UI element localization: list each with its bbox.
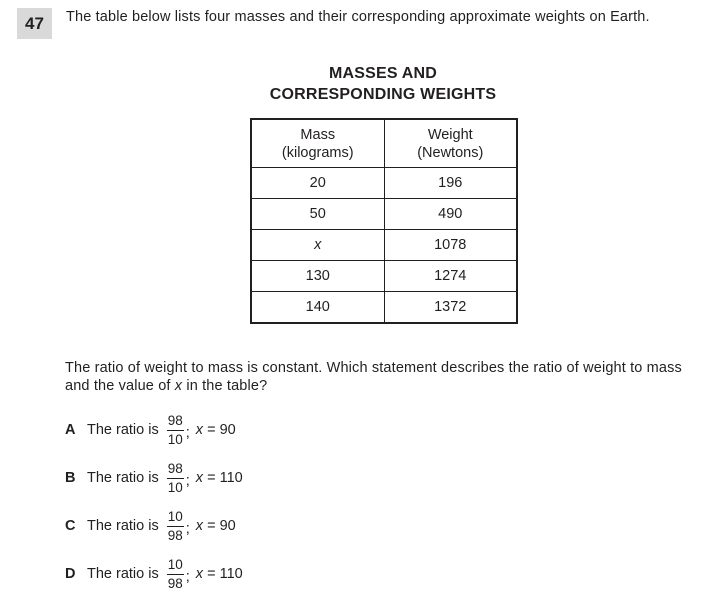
choice-b[interactable] — [65, 458, 243, 498]
fraction-denominator: 98 — [167, 575, 183, 591]
choice-text: The ratio is — [87, 422, 159, 438]
prompt-text-end: in the table? — [182, 378, 268, 394]
choice-value: = 110 — [207, 566, 243, 582]
mass-weight-table — [250, 118, 518, 324]
question-number: 47 — [17, 8, 52, 39]
choice-text: The ratio is — [87, 566, 159, 582]
mass-header-unit: (kilograms) — [281, 144, 354, 161]
fraction-numerator: 98 — [167, 413, 184, 431]
table-title-line1: MASSES AND — [328, 65, 438, 82]
choice-variable: x — [195, 518, 204, 534]
weight-header-unit: (Newtons) — [417, 144, 484, 161]
choice-a[interactable] — [65, 410, 236, 450]
fraction-numerator: 98 — [167, 461, 184, 479]
choice-d[interactable] — [65, 554, 243, 594]
mass-cell-unknown: x — [251, 230, 384, 261]
prompt-text-start: The ratio of weight to mass is constant. Which statement describes the ratio of weight to mass and the value of — [65, 360, 682, 394]
fraction-denominator: 10 — [167, 479, 183, 495]
table-row — [251, 199, 517, 230]
choice-value: = 110 — [207, 470, 243, 486]
weight-cell: 1372 — [384, 292, 517, 324]
table-row — [251, 230, 517, 261]
mass-cell: 50 — [251, 199, 384, 230]
choice-variable: x — [195, 422, 204, 438]
choice-letter: C — [65, 518, 76, 534]
table-header-row — [251, 119, 517, 168]
choice-value: = 90 — [207, 518, 236, 534]
mass-cell: 140 — [251, 292, 384, 324]
choice-value: = 90 — [207, 422, 236, 438]
choice-separator: ; — [185, 425, 190, 441]
question-prompt — [65, 359, 699, 395]
mass-header-label: Mass — [300, 126, 336, 143]
fraction-numerator: 10 — [167, 557, 184, 575]
choice-letter: B — [65, 470, 76, 486]
fraction-denominator: 98 — [167, 527, 183, 543]
ratio-fraction — [167, 461, 184, 496]
weight-cell: 1078 — [384, 230, 517, 261]
mass-cell: 130 — [251, 261, 384, 292]
table-row — [251, 292, 517, 324]
table-row — [251, 168, 517, 199]
fraction-denominator: 10 — [167, 431, 183, 447]
choice-text: The ratio is — [87, 518, 159, 534]
choice-letter: D — [65, 566, 76, 582]
table-title-line2: CORRESPONDING WEIGHTS — [269, 86, 497, 103]
fraction-numerator: 10 — [167, 509, 184, 527]
weight-cell: 490 — [384, 199, 517, 230]
prompt-variable: x — [174, 378, 183, 394]
ratio-fraction — [167, 413, 184, 448]
weight-cell: 196 — [384, 168, 517, 199]
mass-cell: 20 — [251, 168, 384, 199]
table-row — [251, 261, 517, 292]
choice-letter: A — [65, 422, 76, 438]
ratio-fraction — [167, 557, 184, 592]
weight-header-label: Weight — [427, 126, 473, 143]
question-stem: The table below lists four masses and their corresponding approximate weights on Earth. — [66, 9, 650, 25]
table-title — [230, 63, 536, 105]
ratio-fraction — [167, 509, 184, 544]
choice-separator: ; — [185, 473, 190, 489]
weight-column-header — [384, 119, 517, 168]
choice-variable: x — [195, 470, 204, 486]
choice-separator: ; — [185, 521, 190, 537]
choice-separator: ; — [185, 569, 190, 585]
choice-text: The ratio is — [87, 470, 159, 486]
choice-c[interactable] — [65, 506, 236, 546]
mass-column-header — [251, 119, 384, 168]
choice-variable: x — [195, 566, 204, 582]
weight-cell: 1274 — [384, 261, 517, 292]
